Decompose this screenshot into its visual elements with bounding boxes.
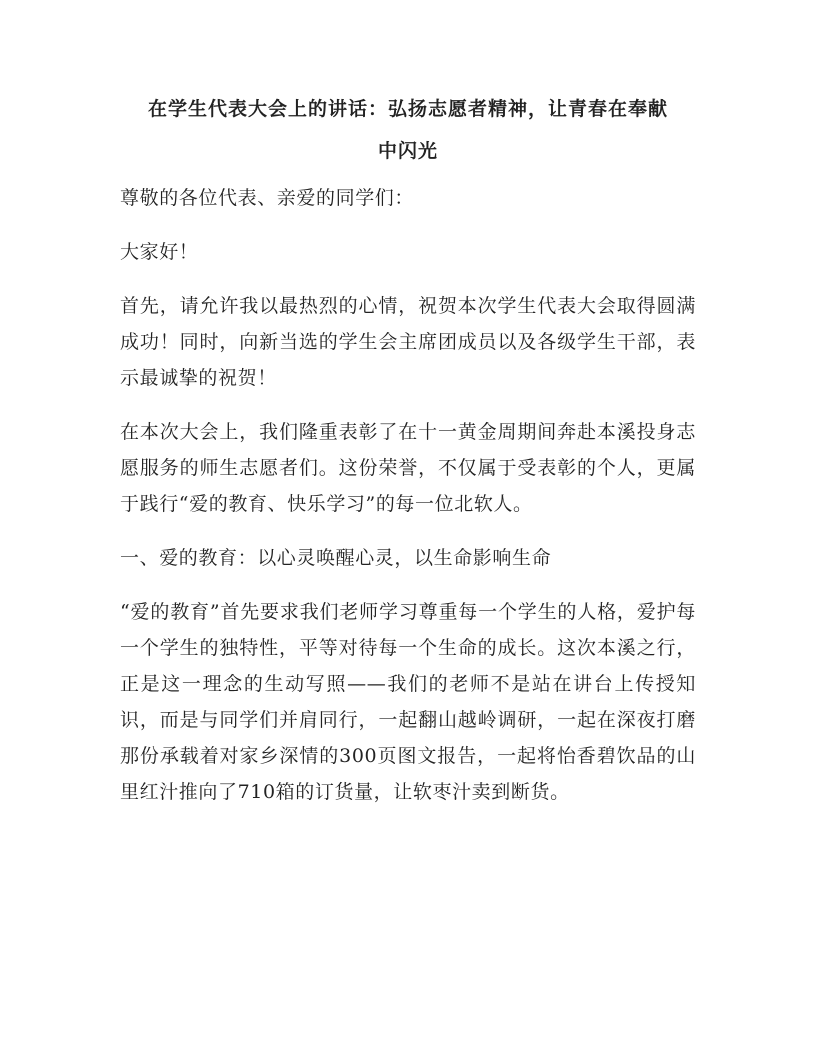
section-paragraph: “爱的教育”首先要求我们老师学习尊重每一个学生的人格，爱护每一个学生的独特性，平等对待每一个生命的成长。这次本溪之行，正是这一理念的生动写照——我们的老师不是站在讲台上传授知识，而是与同学们并肩同行，一起翻山越岭调研，一起在深夜打磨那份承载着对家乡深情的300页图文报告，一起将怡香碧饮品的山里红汁推向了710箱的订货量，让软枣汁卖到断货。: [120, 601, 696, 803]
document-page: [120, 88, 696, 828]
greeting: 大家好！: [120, 241, 199, 263]
title-line-2: 中闪光: [377, 140, 438, 162]
document-title: [120, 88, 696, 172]
paragraph-commendation: 在本次大会上，我们隆重表彰了在十一黄金周期间奔赴本溪投身志愿服务的师生志愿者们。这份荣誉，不仅属于受表彰的个人，更属于践行“爱的教育、快乐学习”的每一位北软人。: [120, 421, 696, 515]
paragraph-congratulations: 首先，请允许我以最热烈的心情，祝贺本次学生代表大会取得圆满成功！同时，向新当选的学生会主席团成员以及各级学生干部，表示最诚挚的祝贺！: [120, 295, 696, 389]
title-line-1: 在学生代表大会上的讲话：弘扬志愿者精神，让青春在奉献: [147, 98, 668, 120]
section-heading: 一、爱的教育：以心灵唤醒心灵，以生命影响生命: [120, 547, 552, 569]
salutation: 尊敬的各位代表、亲爱的同学们：: [120, 187, 415, 209]
